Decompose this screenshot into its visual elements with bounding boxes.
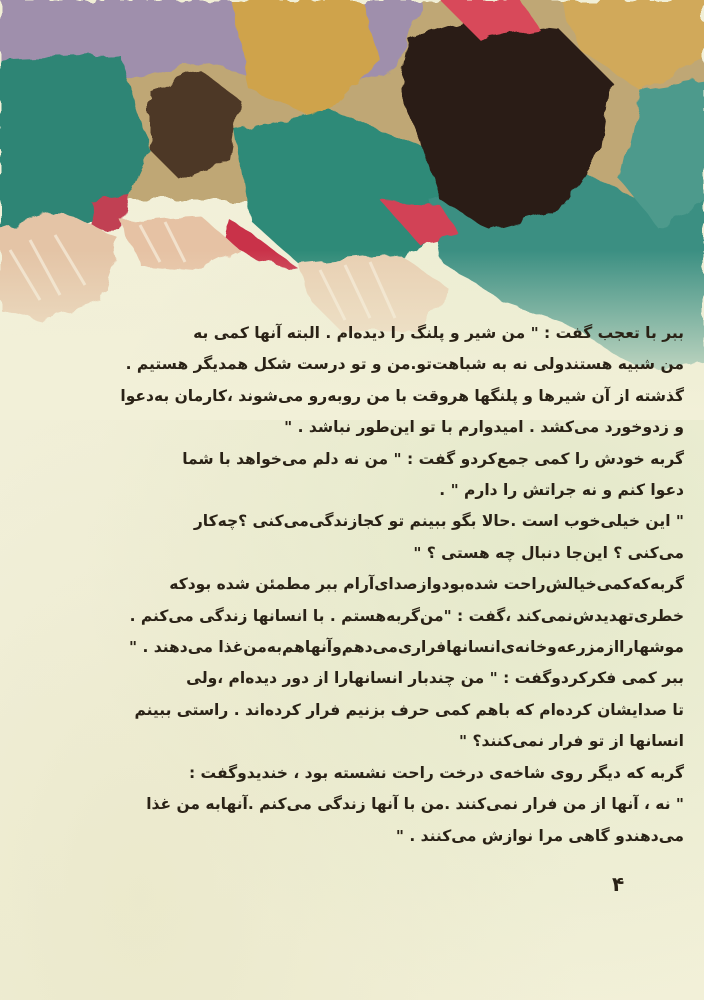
text-line: گربه‌که‌کمی‌خیالش‌راحت شده‌بودوازصدای‌آرام ببر مطمئن شده بودکه [169, 575, 684, 594]
page-number: ۴ [612, 872, 625, 896]
paragraph-3 [24, 506, 684, 569]
paragraph-6 [24, 758, 684, 852]
text-line: خطری‌تهدیدش‌نمی‌کند ،گفت : "من‌گربه‌هستم . با انسانها زندگی می‌کنم . [129, 606, 684, 625]
text-line: " این خیلی‌خوب است .حالا بگو ببینم تو کجازندگی‌می‌کنی ؟چه‌کار [193, 512, 684, 531]
paragraph-5 [24, 663, 684, 757]
paragraph-2 [24, 444, 684, 507]
text-line: " نه ، آنها از من فرار نمی‌کنند .من با آنها زندگی می‌کنم .آنهابه من غذا [146, 795, 684, 814]
paragraph-1 [24, 318, 684, 444]
paragraph-4 [24, 569, 684, 663]
text-line: و زدوخورد می‌کشد . امیدوارم با تو این‌طور نباشد . " [284, 418, 684, 437]
text-line: موشهاراازمزرعه‌وخانه‌ی‌انسانهافراری‌می‌دهم‌وآنهاهم‌به‌من‌غذا می‌دهند . " [128, 638, 684, 657]
text-line: گربه خودش را کمی جمع‌کردو گفت : " من نه دلم می‌خواهد با شما [182, 449, 684, 468]
text-line: دعوا کنم و نه جراتش را دارم " . [439, 481, 684, 500]
text-line: ببر کمی فکرکردوگفت : " من چندبار انسانهارا از دور دیده‌ام ،ولی [186, 669, 684, 688]
text-line: تا صدایشان کرده‌ام که باهم کمی حرف بزنیم فرار کرده‌اند . راستی ببینم [134, 700, 684, 719]
text-line: می‌دهندو گاهی مرا نوازش می‌کنند . " [395, 826, 684, 845]
text-line: انسانها از تو فرار نمی‌کنند؟ " [459, 732, 684, 751]
text-line: گربه که دیگر روی شاخه‌ی درخت راحت نشسته بود ، خندیدوگفت : [188, 763, 684, 782]
story-text [24, 318, 684, 852]
text-line: می‌کنی ؟ این‌جا دنبال چه هستی ؟ " [413, 543, 684, 562]
text-line: گذشته از آن شیرها و پلنگها هروقت با من روبه‌رو می‌شوند ،کارمان به‌دعوا [120, 386, 684, 405]
text-line: من شبیه هستندولی نه به شباهت‌تو.من و تو درست شکل همدیگر هستیم . [125, 355, 684, 374]
teal-paint-left [0, 55, 150, 240]
text-line: ببر با تعجب گفت : " من شیر و پلنگ را دیده‌ام . البته آنها کمی به [193, 324, 684, 342]
